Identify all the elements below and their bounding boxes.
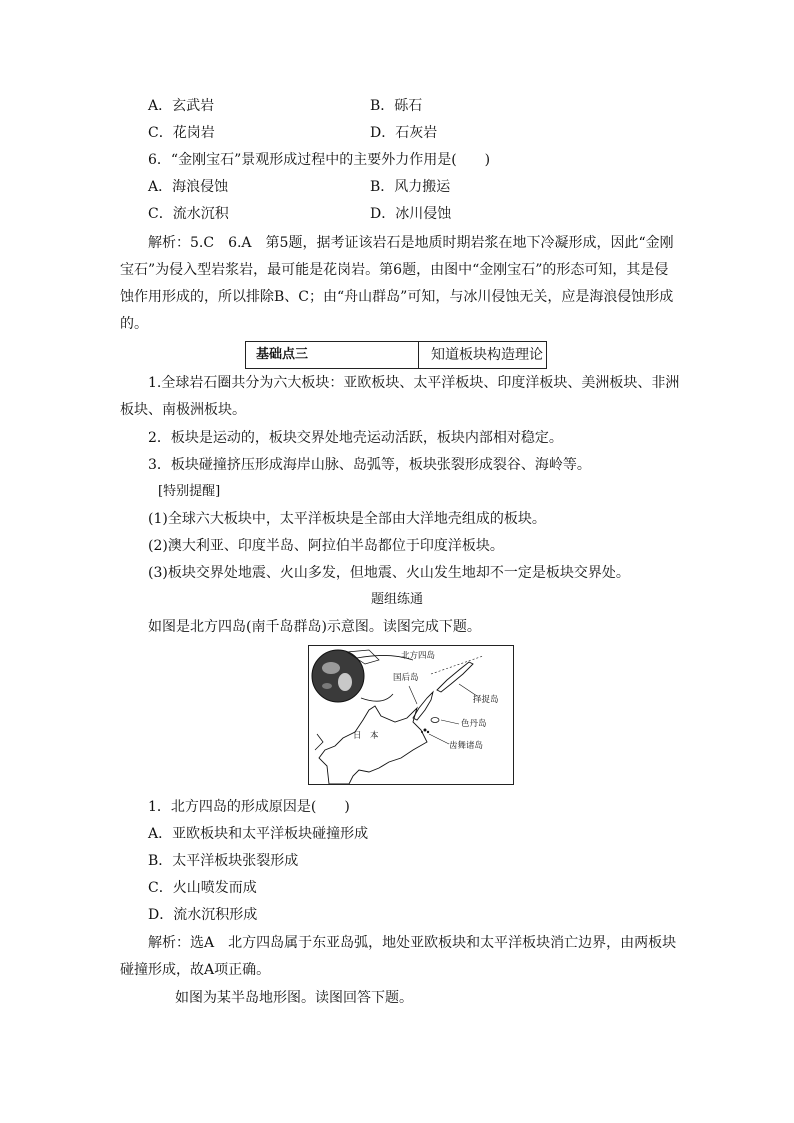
kunashir-island xyxy=(413,692,433,720)
q5-option-b: B．砾石 xyxy=(370,98,423,114)
etorofu-island xyxy=(437,662,473,692)
shikotan-island xyxy=(431,718,439,723)
tip-title: [特别提醒] xyxy=(158,484,221,499)
tip-item-1: (1)全球六大板块中，太平洋板块是全部由大洋地壳组成的板块。 xyxy=(148,511,546,527)
analysis-2-text: 选A 北方四岛属于东亚岛弧，地处亚欧板块和太平洋板块消亡边界，由两板块碰撞形成，故A项正确。 xyxy=(120,935,677,978)
hokkaido-coastline xyxy=(319,706,427,784)
analysis-paragraph-1 xyxy=(120,230,680,338)
section-header xyxy=(245,341,547,369)
label-habomai: 齿舞诸岛 xyxy=(449,741,484,751)
q1-option-c: C．火山喷发而成 xyxy=(148,880,257,896)
point-2: 2．板块是运动的，板块交界处地壳运动活跃，板块内部相对稳定。 xyxy=(148,430,563,446)
tip-item-3: (3)板块交界处地震、火山多发，但地震、火山发生地却不一定是板块交界处。 xyxy=(148,565,630,581)
tip-item-2: (2)澳大利亚、印度半岛、阿拉伯半岛都位于印度洋板块。 xyxy=(148,538,504,554)
q6-option-d: D．冰川侵蚀 xyxy=(370,206,452,222)
section-number: 基础点三 xyxy=(246,342,419,368)
label-north-four: 北方四岛 xyxy=(401,651,436,661)
point-3: 3．板块碰撞挤压形成海岸山脉、岛弧等，板块张裂形成裂谷、海岭等。 xyxy=(148,457,591,473)
q1-option-d: D．流水沉积形成 xyxy=(148,907,258,923)
q1-option-a: A．亚欧板块和太平洋板块碰撞形成 xyxy=(148,826,369,842)
q5-option-d: D．石灰岩 xyxy=(370,125,438,141)
label-kunashir: 国后岛 xyxy=(393,673,419,683)
q6-stem: 6．“金刚宝石”景观形成过程中的主要外力作用是( ) xyxy=(148,152,491,168)
point-1: 1.全球岩石圈共分为六大板块：亚欧板块、太平洋板块、印度洋板块、美洲板块、非洲板块、南极洲板块。 xyxy=(120,375,680,418)
label-etorofu: 择捉岛 xyxy=(473,695,499,705)
section-title: 知道板块构造理论 xyxy=(431,347,543,363)
q5-option-c: C．花岗岩 xyxy=(148,125,215,141)
q1-option-b: B．太平洋板块张裂形成 xyxy=(148,853,299,869)
q5-option-a: A．玄武岩 xyxy=(148,98,215,114)
next-question-intro: 如图为某半岛地形图。读图回答下题。 xyxy=(175,990,413,1006)
q6-option-a: A．海浪侵蚀 xyxy=(148,179,229,195)
practice-title: 题组练通 xyxy=(370,592,423,607)
q1-stem: 1．北方四岛的形成原因是( ) xyxy=(148,799,350,815)
label-japan: 日 本 xyxy=(353,731,379,741)
label-shikotan: 色丹岛 xyxy=(461,719,487,729)
northern-islands-map xyxy=(308,645,514,785)
analysis-text: 5.C 6.A 第5题，据考证该岩石是地质时期岩浆在地下冷凝形成，因此“金刚宝石”为侵入型岩浆岩，最可能是花岗岩。第6题，由图中“金刚宝石”的形态可知，其是侵蚀作用形成的，所以排除B、C；由“舟山群岛”可知，与冰川侵蚀无关，应是海浪侵蚀形成的。 xyxy=(120,235,674,332)
analysis-paragraph-2 xyxy=(120,930,680,984)
analysis-2-label: 解析： xyxy=(148,935,190,951)
q6-option-c: C．流水沉积 xyxy=(148,206,229,222)
q6-option-b: B．风力搬运 xyxy=(370,179,451,195)
analysis-label: 解析： xyxy=(148,235,190,251)
practice-intro: 如图是北方四岛(南千岛群岛)示意图。读图完成下题。 xyxy=(148,619,481,635)
